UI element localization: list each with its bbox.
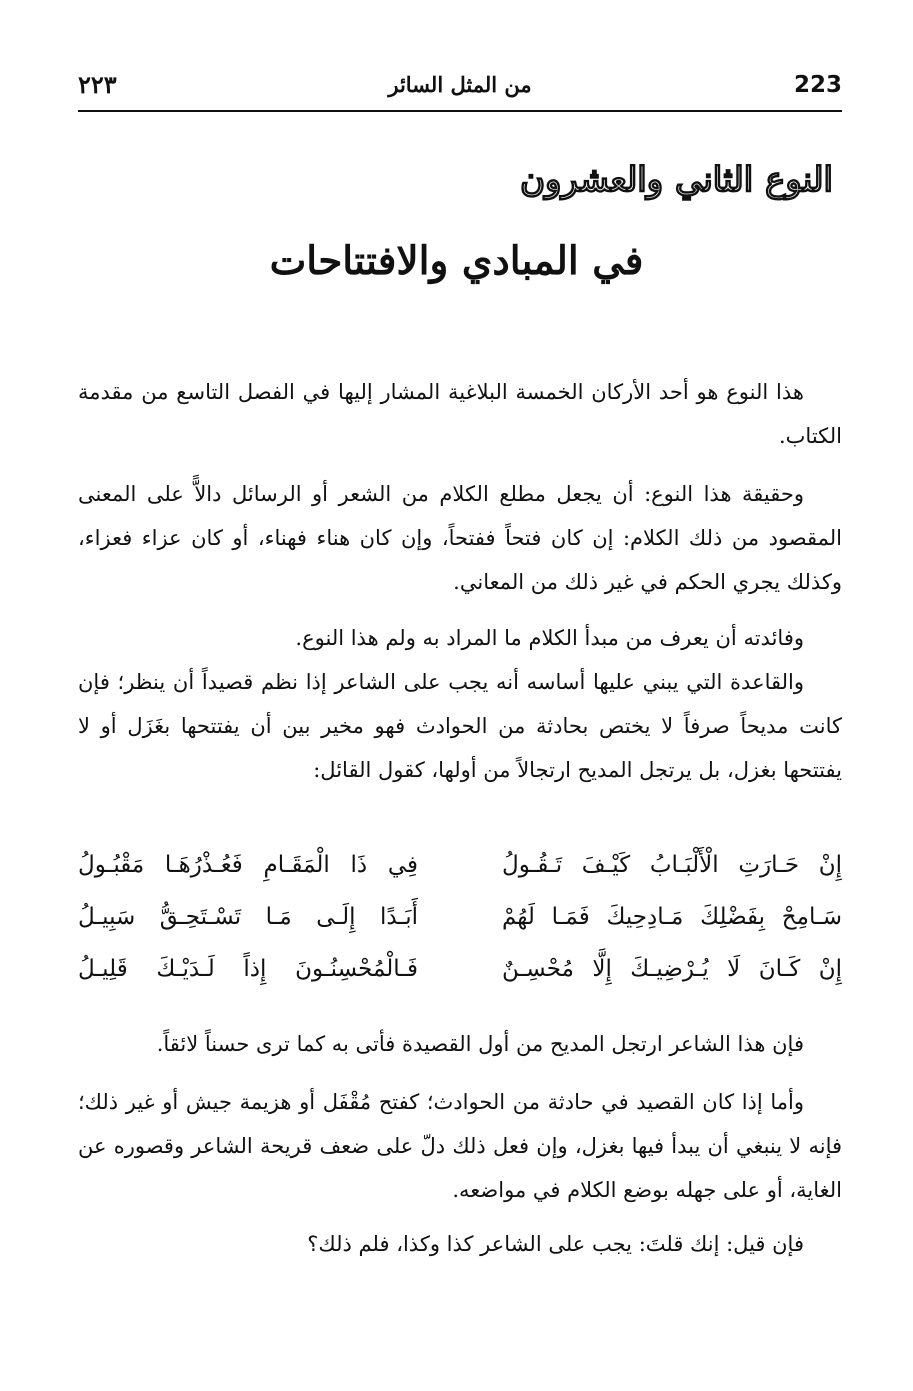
header-divider [78, 110, 842, 112]
page-number-latin: 223 [793, 72, 842, 98]
verse-first-hemistich: إِنْ كَـانَ لَا يُـرْضِيـكَ إِلَّا مُحْسِـنٌ [502, 956, 842, 982]
verse-line [78, 852, 842, 904]
paragraph-text: والقاعدة التي يبني عليها أساسه أنه يجب على الشاعر إذا نظم قصيداً أن ينظر؛ فإن كانت مديحاً صرفاً لا يختص بحادثة من الحوادث فهو مخير بين أن يفتتحها بغَزَل أو لا يفتتحها بغزل، بل يرتجل المديح ارتجالاً من أولها، كقول القائل: [78, 670, 842, 782]
running-header [78, 72, 842, 112]
chapter-label: النوع الثاني والعشرون [520, 160, 833, 200]
paragraph [78, 616, 842, 660]
verse-second-hemistich: فِي ذَا الْمَقَـامِ فَعُـذْرُهَـا مَقْبُـولُ [78, 852, 418, 878]
paragraph-text: وحقيقة هذا النوع: أن يجعل مطلع الكلام من الشعر أو الرسائل دالاًّ على المعنى المقصود من ذلك الكلام: إن كان فتحاً ففتحاً، وإن كان هناء فهناء، أو كان عزاء فعزاء، وكذلك يجري الحكم في غير ذلك من المعاني. [78, 482, 842, 594]
page-number-arabic: ٢٢٣ [78, 70, 117, 99]
paragraph [78, 1080, 842, 1212]
verse-line [78, 956, 842, 1008]
verse-line [78, 904, 842, 956]
verse-first-hemistich: سَـامِحْ بِفَضْلِكَ مَـادِحِيكَ فَمَـا لَهُمْ [502, 904, 842, 930]
poem-block [78, 852, 842, 1008]
verse-second-hemistich: أَبَـدًا إِلَـى مَـا تَسْـتَحِـقُّ سَبِيـلُ [78, 904, 418, 930]
paragraph [78, 1022, 842, 1066]
paragraph [78, 472, 842, 604]
paragraph-text: هذا النوع هو أحد الأركان الخمسة البلاغية المشار إليها في الفصل التاسع من مقدمة الكتاب. [78, 380, 842, 448]
running-title: من المثل السائر [388, 72, 532, 97]
paragraph-text: وأما إذا كان القصيد في حادثة من الحوادث؛ كفتح مُقْفَل أو هزيمة جيش أو غير ذلك؛ فإنه لا ينبغي أن يبدأ فيها بغزل، وإن فعل ذلك دلّ على ضعف قريحة الشاعر وقصوره عن الغاية، أو على جهله بوضع الكلام في مواضعه. [78, 1090, 842, 1202]
paragraph-text: فإن قيل: إنك قلتَ: يجب على الشاعر كذا وكذا، فلم ذلك؟ [307, 1232, 804, 1256]
verse-second-hemistich: فَـالْمُحْسِنُـونَ إِذاً لَـدَيْـكَ قَلِيـلُ [78, 956, 418, 982]
verse-first-hemistich: إِنْ حَـارَتِ الْأَلْبَـابُ كَيْـفَ تَـقُـولُ [502, 852, 842, 878]
paragraph-text: فإن هذا الشاعر ارتجل المديح من أول القصيدة فأتى به كما ترى حسناً لائقاً. [156, 1032, 804, 1056]
paragraph [78, 1222, 842, 1266]
paragraph [78, 370, 842, 458]
chapter-title: في المبادي والافتتاحات [269, 238, 644, 284]
paragraph-text: وفائدته أن يعرف من مبدأ الكلام ما المراد به ولم هذا النوع. [295, 626, 804, 650]
paragraph [78, 660, 842, 792]
